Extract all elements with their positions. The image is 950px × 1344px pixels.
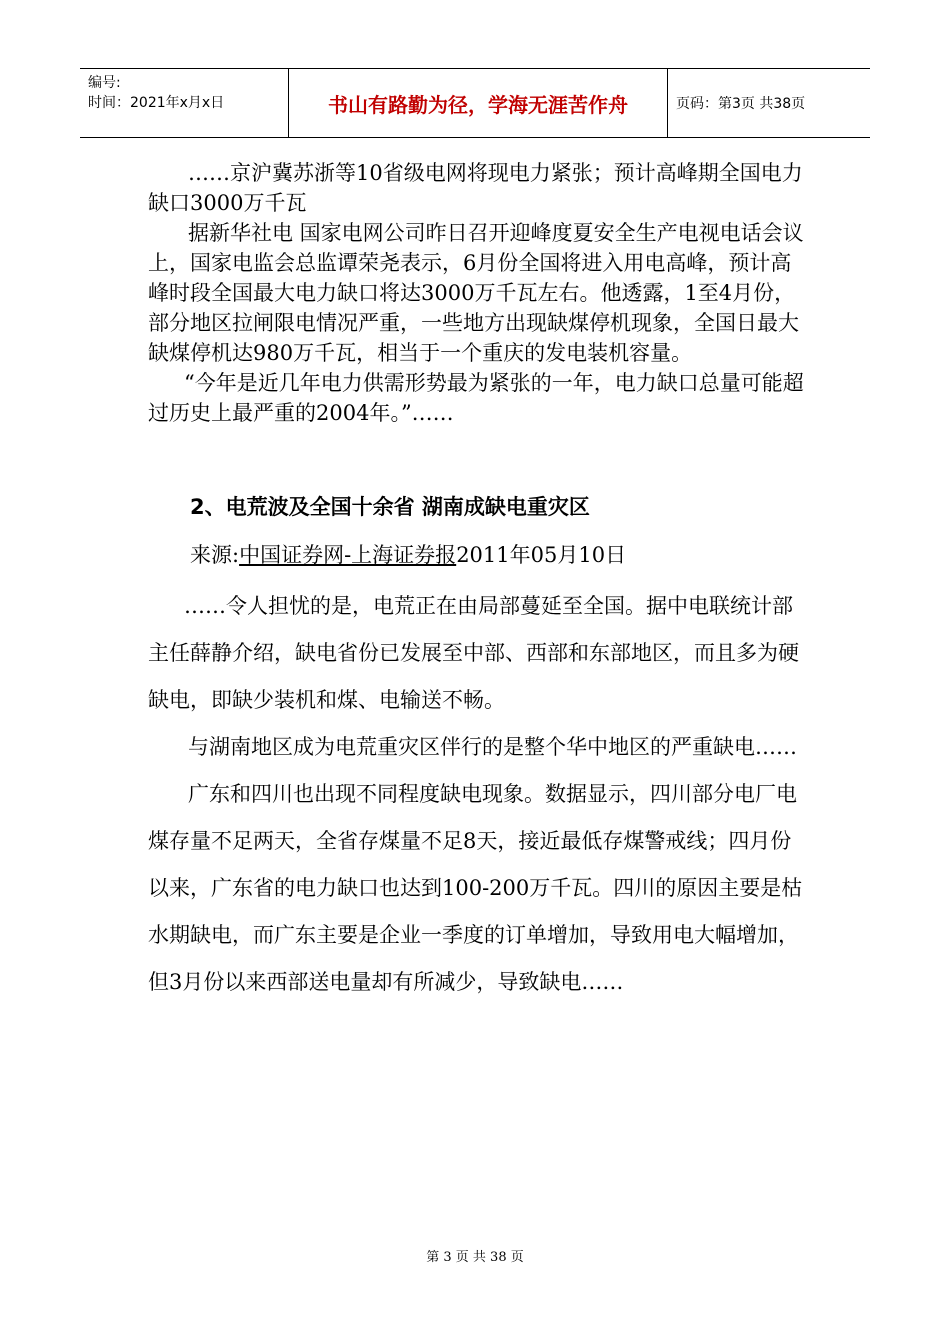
source-line [190,540,626,570]
page-header [80,68,870,138]
header-meta [80,69,288,137]
paragraph: ……京沪冀苏浙等10省级电网将现电力紧张；预计高峰期全国电力缺口3000万千瓦 [148,161,803,215]
header-page-info: 页码：第3页 共38页 [676,96,806,112]
page-footer: 第 3 页 共 38 页 [426,1250,524,1265]
section-heading: 2、电荒波及全国十余省 湖南成缺电重灾区 [190,495,590,519]
source-prefix: 来源: [190,543,240,567]
news-excerpt-2 [148,583,810,1006]
paragraph: ……令人担忧的是，电荒正在由局部蔓延至全国。据中电联统计部主任薛静介绍，缺电省份已发展至中部、西部和东部地区，而且多为硬缺电，即缺少装机和煤、电输送不畅。 [148,594,799,712]
paragraph: 与湖南地区成为电荒重灾区伴行的是整个华中地区的严重缺电…… [188,735,797,759]
paragraph: 据新华社电 国家电网公司昨日召开迎峰度夏安全生产电视电话会议上，国家电监会总监谭荣尧表示，6月份全国将进入用电高峰，预计高峰时段全国最大电力缺口将达3000万千瓦左右。他透露，1至4月份，部分地区拉闸限电情况严重，一些地方出现缺煤停机现象，全国日最大缺煤停机达980万千瓦，相当于一个重庆的发电装机容量。 [148,221,804,365]
header-motto: 书山有路勤为径，学海无涯苦作舟 [288,69,668,137]
news-excerpt-1 [148,158,808,428]
paragraph: 广东和四川也出现不同程度缺电现象。数据显示，四川部分电厂电煤存量不足两天，全省存煤量不足8天，接近最低存煤警戒线；四月份以来，广东省的电力缺口也达到100-200万千瓦。四川的原因主要是枯水期缺电，而广东主要是企业一季度的订单增加，导致用电大幅增加，但3月份以来西部送电量却有所减少，导致缺电…… [148,782,803,994]
document-number-label: 编号: [88,75,121,91]
paragraph: “今年是近几年电力供需形势最为紧张的一年，电力缺口总量可能超过历史上最严重的2004年。”…… [148,371,804,425]
source-date: 2011年05月10日 [456,543,627,567]
document-time: 时间：2021年x月x日 [88,95,225,111]
source-link[interactable]: 中国证券网-上海证券报 [239,543,457,567]
